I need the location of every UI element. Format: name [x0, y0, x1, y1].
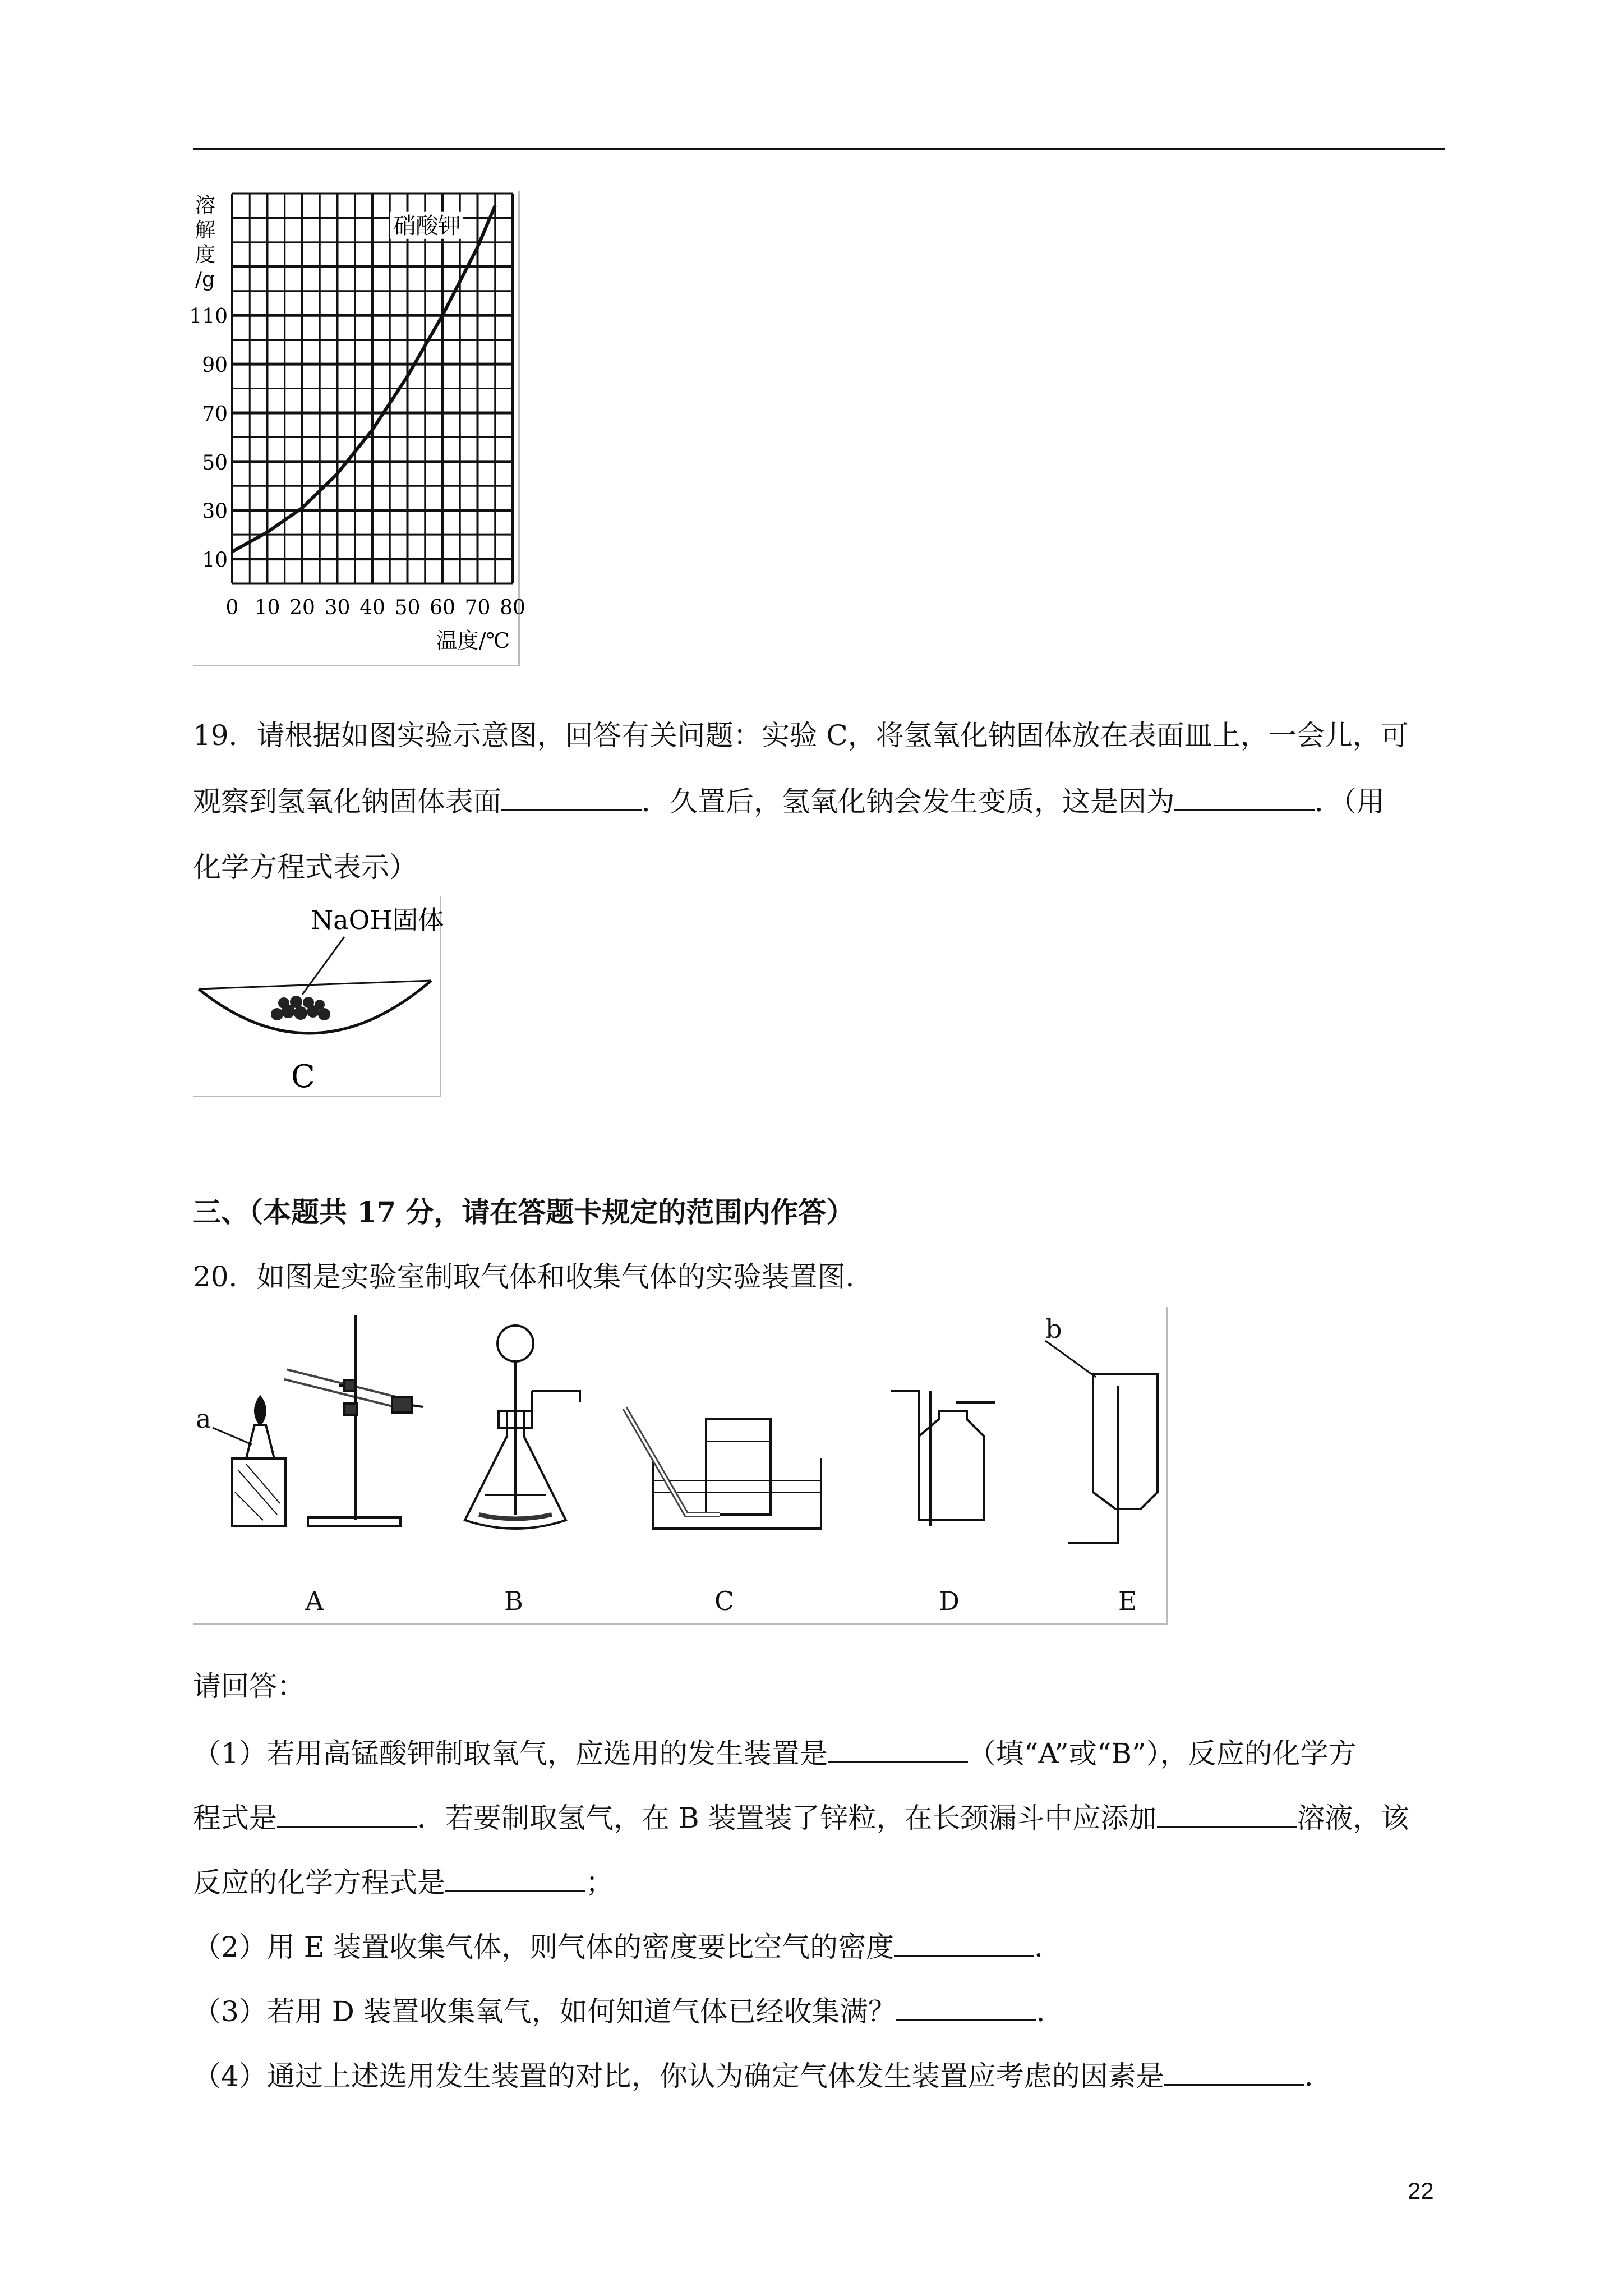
y-tick-label: 70: [202, 402, 228, 426]
q20-p1-blank-4[interactable]: [445, 1866, 585, 1892]
q20-p3-text1: （3）若用 D 装置收集氧气，如何知道气体已经收集满？: [193, 1995, 896, 2028]
q20-part1-line3: [193, 1865, 614, 1900]
q20-p2-text2: ．: [1034, 1931, 1063, 1963]
q19-answer-blank-1[interactable]: [501, 785, 642, 811]
q20-p1-text2: （填“A”或“B”），反应的化学方: [967, 1737, 1357, 1770]
q19-line2-part2: ．久置后，氢氧化钠会发生变质，这是因为: [642, 785, 1174, 818]
naoh-watch-glass-figure: [193, 896, 444, 1096]
x-axis-label: 温度/℃: [436, 628, 510, 653]
q20-p4-text1: （4）通过上述选用发生装置的对比，你认为确定气体发生装置应考虑的因素是: [193, 2060, 1164, 2092]
q20-p2-text1: （2）用 E 装置收集气体，则气体的密度要比空气的密度: [193, 1931, 895, 1963]
y-tick-label: 110: [189, 305, 228, 329]
apparatus-figure-frame: [193, 1307, 1168, 1625]
data-point: [302, 507, 303, 508]
q20-p1-blank-2[interactable]: [277, 1801, 417, 1828]
x-tick-label: 10: [254, 596, 280, 619]
q20-p1-blank-1[interactable]: [828, 1737, 968, 1763]
q19-answer-blank-2[interactable]: [1174, 785, 1315, 811]
q20-p2-blank[interactable]: [894, 1930, 1034, 1957]
label-a: a: [196, 1404, 211, 1434]
data-point: [495, 205, 496, 206]
data-point: [442, 315, 443, 316]
data-point: [337, 473, 338, 475]
q20-part3: [193, 1994, 1064, 2029]
naoh-figure-caption: C: [291, 1059, 315, 1095]
x-tick-label: 40: [359, 596, 385, 619]
x-tick-label: 70: [464, 596, 491, 619]
header-rule: [193, 148, 1445, 150]
q19-line2-part3: ．（用: [1315, 785, 1385, 818]
watch-glass-rim: [199, 981, 431, 989]
q20-p3-text2: ．: [1036, 1995, 1064, 2028]
q20-part1-line1: [193, 1736, 1357, 1771]
q20-intro: 20．如图是实验室制取气体和收集气体的实验装置图．: [193, 1260, 874, 1293]
q19-line3: 化学方程式表示）: [193, 851, 417, 884]
q20-p1-text4: ．若要制取氢气，在 B 装置装了锌粒，在长颈漏斗中应添加: [417, 1802, 1157, 1834]
page-number: 22: [1408, 2178, 1434, 2204]
apparatus-d: [891, 1391, 995, 1526]
series-label: 硝酸钾: [393, 213, 461, 239]
q19-line2: [193, 784, 1385, 819]
naoh-label: NaOH固体: [311, 905, 444, 935]
data-point: [232, 551, 233, 553]
naoh-figure-frame: [193, 896, 444, 1097]
y-axis-label-char: 度: [195, 243, 216, 266]
q20-p4-text2: ．: [1304, 2060, 1332, 2092]
y-tick-label: 30: [202, 500, 228, 523]
solubility-chart-frame: [189, 191, 525, 666]
apparatus-e: [1045, 1341, 1158, 1543]
caption-c: C: [714, 1586, 735, 1616]
data-point: [372, 429, 373, 430]
section-3-heading: 三、（本题共 17 分，请在答题卡规定的范围内作答）: [193, 1195, 855, 1228]
data-point: [407, 376, 408, 377]
y-tick-label: 90: [202, 354, 228, 378]
y-axis-label-char: 溶: [195, 194, 216, 217]
x-tick-label: 60: [430, 596, 455, 619]
q20-part4: [193, 2059, 1332, 2093]
caption-a: A: [305, 1586, 324, 1616]
data-point: [477, 247, 478, 248]
x-tick-label: 80: [500, 596, 525, 619]
x-tick-label: 20: [289, 596, 315, 619]
y-axis-label-char: 解: [195, 219, 216, 242]
q20-p1-text7: ；: [585, 1866, 614, 1899]
q20-please-answer: 请回答：: [193, 1670, 305, 1703]
x-tick-label: 30: [324, 596, 351, 619]
x-tick-label: 0: [225, 596, 239, 619]
caption-b: B: [504, 1586, 523, 1616]
data-point: [267, 532, 268, 533]
caption-e: E: [1118, 1586, 1137, 1616]
x-tick-label: 50: [394, 596, 421, 619]
solubility-chart: [189, 191, 525, 665]
q20-p4-blank[interactable]: [1164, 2059, 1304, 2086]
apparatus-figure: [193, 1307, 1166, 1623]
naoh-pointer-line: [302, 937, 344, 995]
series-line: [232, 206, 495, 552]
apparatus-a: [213, 1315, 423, 1526]
q20-part2: [193, 1930, 1062, 1964]
y-axis-label-char: /g: [195, 268, 215, 291]
y-tick-label: 50: [202, 451, 228, 475]
apparatus-b: [465, 1326, 580, 1529]
q20-p3-blank[interactable]: [896, 1995, 1036, 2021]
q20-p1-text1: （1）若用高锰酸钾制取氧气，应选用的发生装置是: [193, 1737, 828, 1770]
y-tick-label: 10: [202, 549, 228, 572]
q19-line1: 19．请根据如图实验示意图，回答有关问题：实验 C，将氢氧化钠固体放在表面皿上，一会儿，可: [193, 719, 1409, 752]
q20-part1-line2: [193, 1801, 1409, 1835]
q20-p1-blank-3[interactable]: [1157, 1801, 1297, 1828]
q19-line2-part1: 观察到氢氧化钠固体表面: [193, 785, 501, 818]
caption-d: D: [939, 1586, 960, 1616]
q20-p1-text5: 溶液，该: [1297, 1802, 1409, 1834]
apparatus-c: [625, 1408, 821, 1529]
naoh-pellets: [271, 996, 330, 1020]
label-b: b: [1045, 1314, 1062, 1344]
q20-p1-text3: 程式是: [193, 1802, 277, 1834]
q20-p1-text6: 反应的化学方程式是: [193, 1866, 445, 1899]
